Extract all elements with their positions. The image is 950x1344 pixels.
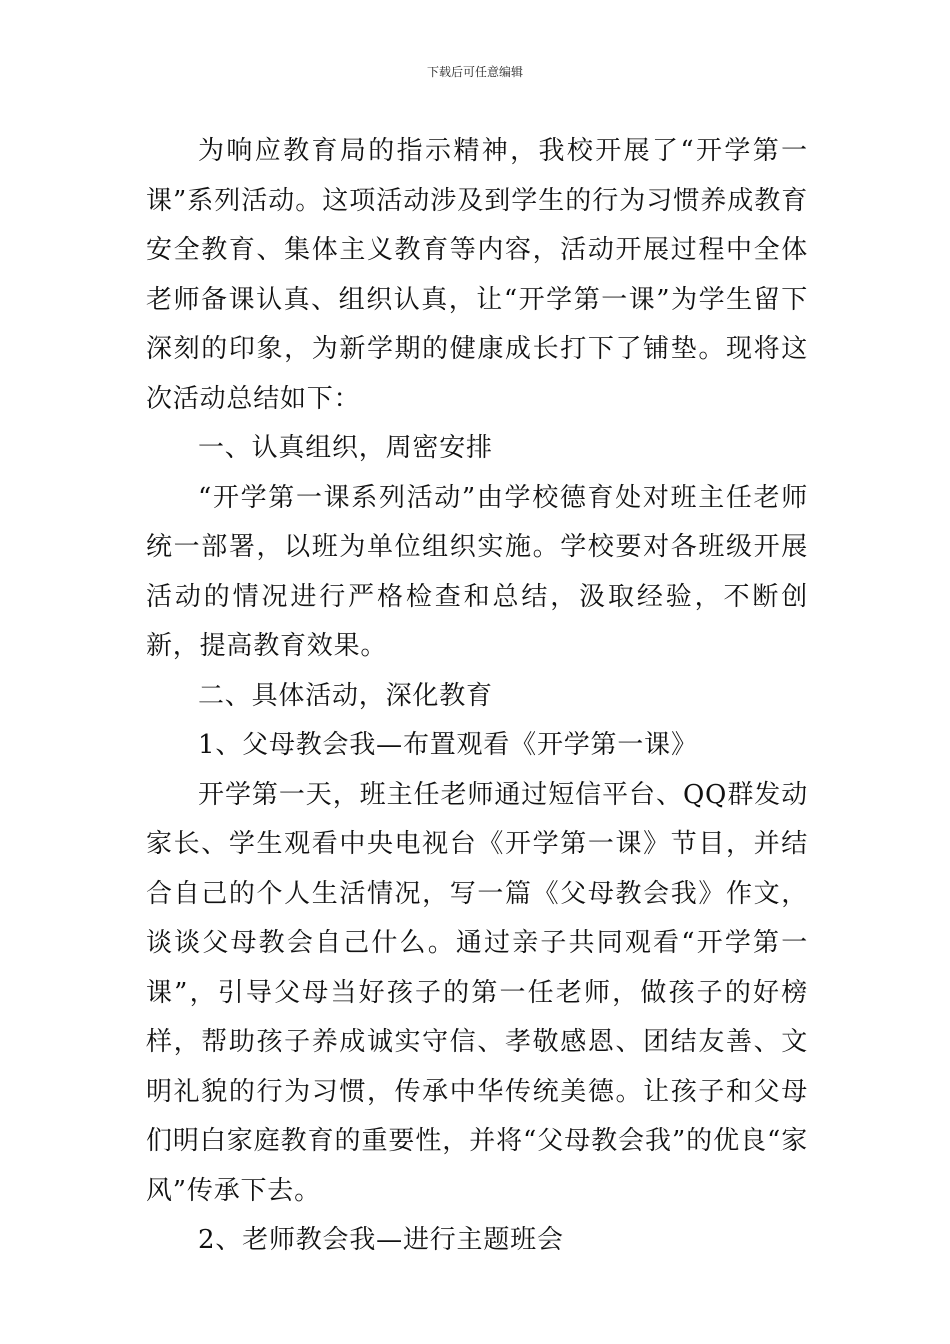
document-body (146, 127, 808, 1266)
subheading-teachers-teach-me: 2、老师教会我—进行主题班会 (198, 1225, 564, 1255)
parents-teach-me-paragraph: 开学第一天，班主任老师通过短信平台、QQ群发动家长、学生观看中央电视台《开学第一课》节目，并结合自己的个人生活情况，写一篇《父母教会我》作文，谈谈父母教会自己什么。通过亲子共同观看“开学第一课”，引导父母当好孩子的第一任老师，做孩子的好榜样，帮助孩子养成诚实守信、孝敬感恩、团结友善、文明礼貌的行为习惯，传承中华传统美德。让孩子和父母们明白家庭教育的重要性，并将“父母教会我”的优良“家风”传承下去。 (146, 779, 808, 1206)
section-heading-organization: 一、认真组织，周密安排 (198, 433, 493, 463)
section-heading-activities: 二、具体活动，深化教育 (198, 680, 493, 711)
page-header: 下载后可任意编辑 (426, 65, 523, 79)
subheading-parents-teach-me: 1、父母教会我—布置观看《开学第一课》 (198, 730, 698, 760)
intro-paragraph: 为响应教育局的指示精神，我校开展了“开学第一课”系列活动。这项活动涉及到学生的行为习惯养成教育安全教育、集体主义教育等内容，活动开展过程中全体老师备课认真、组织认真，让“开学第一课”为学生留下深刻的印象，为新学期的健康成长打下了铺垫。现将这次活动总结如下： (146, 136, 808, 414)
organization-paragraph: “开学第一课系列活动”由学校德育处对班主任老师统一部署，以班为单位组织实施。学校要对各班级开展活动的情况进行严格检查和总结，汲取经验，不断创新，提高教育效果。 (146, 482, 808, 661)
